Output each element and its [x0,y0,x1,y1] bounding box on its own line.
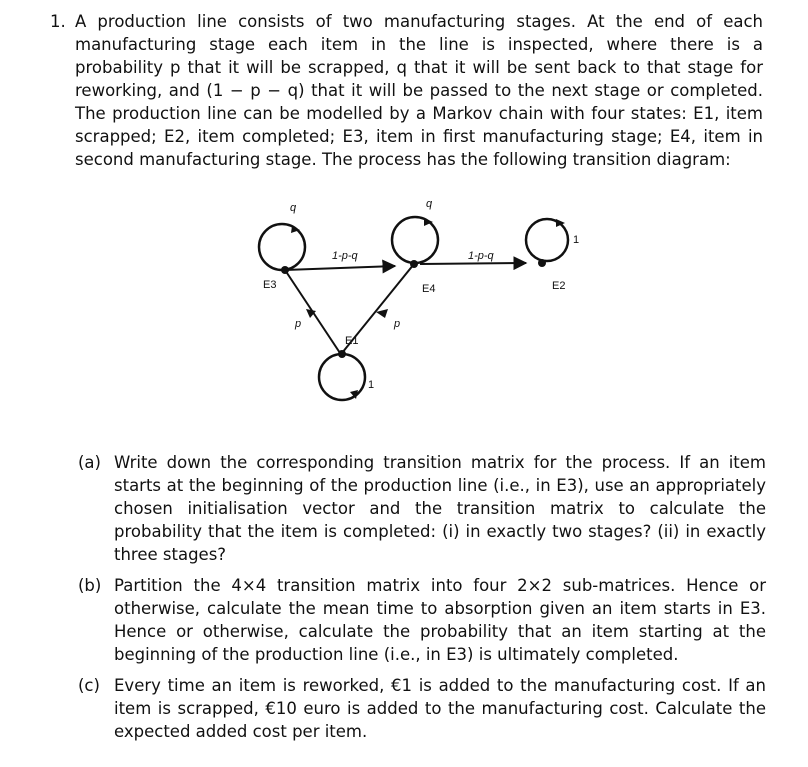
arrow-e4-e1 [376,309,388,318]
part-c-label: (c) [78,676,100,695]
part-a [78,451,766,566]
transition-diagram [230,185,610,430]
part-a-text: Write down the corresponding transition matrix for the process. If an item starts at the beginning of the production line (i.e., in E3), use an appropriately chosen initialisation vector and the transition matrix to calculate the probability that the item is completed: (i) in exactly two stages? (ii) in exactly three stages? [114,453,766,564]
part-b-label: (b) [78,576,102,595]
part-b [78,574,766,666]
part-b-text: Partition the 4×4 transition matrix into four 2×2 sub-matrices. Hence or otherwise, calculate the mean time to absorption given an item starts in E3. Hence or otherwise, calculate the probability that an item starting at the beginning of the production line (i.e., in E3) is ultimately completed. [114,576,766,664]
state-label-e2: E2 [552,280,566,292]
label-loop-e1: 1 [368,379,375,391]
label-loop-e3: q [290,202,297,214]
edge-e4-e2 [420,263,526,264]
state-label-e4: E4 [422,283,436,295]
label-loop-e2: 1 [573,234,580,246]
label-e4-e2: 1-p-q [468,250,494,262]
question-parts [78,451,766,751]
loop-e1 [319,354,365,400]
state-label-e3: E3 [263,279,277,291]
loop-e2 [526,219,568,261]
label-loop-e4: q [426,198,433,210]
label-e3-e1: p [295,318,302,330]
state-label-e1: E1 [345,335,359,347]
loop-e3 [259,224,305,270]
part-a-label: (a) [78,453,101,472]
state-node-e1 [338,350,346,358]
question-number: 1. [50,12,66,31]
state-node-e2 [538,259,546,267]
label-e4-e1: p [394,318,401,330]
state-node-e3 [281,266,289,274]
part-c-text: Every time an item is reworked, €1 is added to the manufacturing cost. If an item is scrapped, €10 euro is added to the manufacturing cost. Calculate the expected added cost per item. [114,676,766,741]
part-c [78,674,766,743]
label-e3-e4: 1-p-q [332,250,358,262]
loop-e4 [392,217,438,263]
state-node-e4 [410,260,418,268]
edge-e3-e4 [285,266,395,270]
question-intro: A production line consists of two manufacturing stages. At the end of each manufacturing stage each item in the line is inspected, where there is a probability p that it will be scrapped, q that it will be sent back to that stage for reworking, and (1 − p − q) that it will be passed to the next stage or completed. The production line can be modelled by a Markov chain with four states: E1, item scrapped; E2, item completed; E3, item in first manufacturing stage; E4, item in second manufacturing stage. The process has the following transition diagram: [75,12,763,169]
